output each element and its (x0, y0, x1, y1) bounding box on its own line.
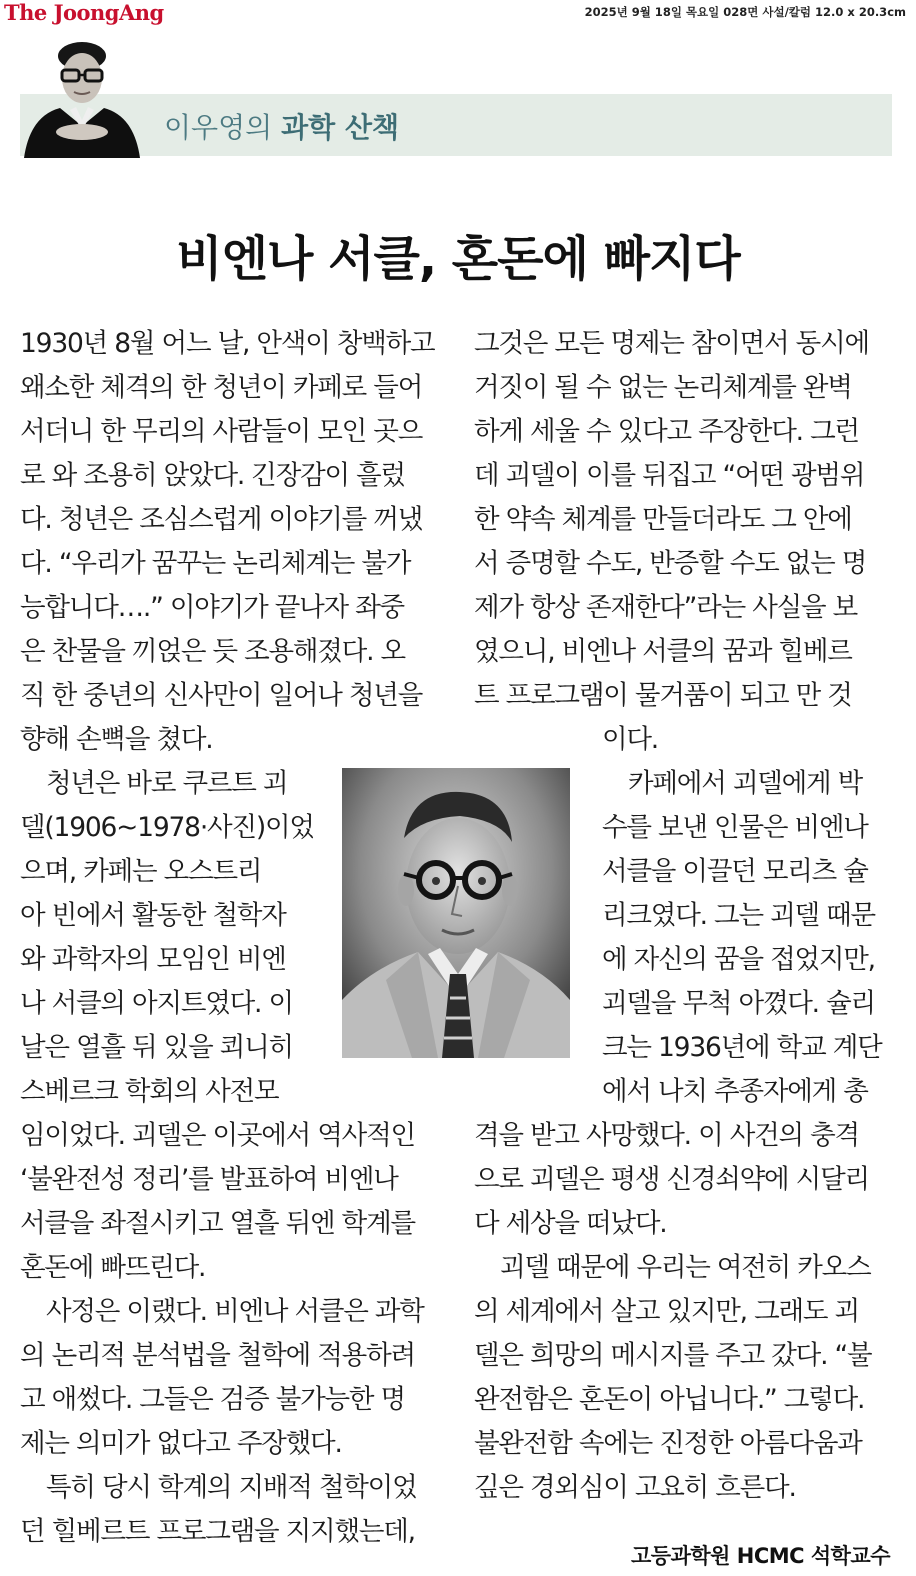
body-line: 청년은 바로 쿠르트 괴 (46, 768, 288, 799)
body-line: 트 프로그램이 물거품이 되고 만 것 (474, 680, 852, 711)
body-line: 의 세계에서 살고 있지만, 그래도 괴 (474, 1296, 859, 1327)
body-line: 였으니, 비엔나 서클의 꿈과 힐베르 (474, 636, 852, 667)
body-line: 제는 의미가 없다고 주장했다. (20, 1428, 342, 1459)
body-line: 직 한 중년의 신사만이 일어나 청년을 (20, 680, 423, 711)
body-line: 그것은 모든 명제는 참이면서 동시에 (474, 328, 869, 359)
body-line: 향해 손뼉을 쳤다. (20, 724, 213, 755)
column-name: 과학 산책 (281, 111, 400, 144)
body-line: 서클을 좌절시키고 열흘 뒤엔 학계를 (20, 1208, 415, 1239)
body-line: 하게 세울 수 있다고 주장한다. 그런 (474, 416, 859, 447)
godel-photo (342, 768, 570, 1058)
body-line: 한 약속 체계를 만들더라도 그 안에 (474, 504, 852, 535)
body-line: 와 과학자의 모임인 비엔 (20, 944, 286, 975)
article-headline: 비엔나 서클, 혼돈에 빠지다 (176, 231, 740, 287)
body-line: 날은 열흘 뒤 있을 쾨니히 (20, 1032, 293, 1063)
body-line: 나 서클의 아지트였다. 이 (20, 988, 293, 1019)
column-author: 이우영의 (164, 111, 273, 144)
body-line: ‘불완전성 정리’를 발표하여 비엔나 (20, 1164, 398, 1195)
body-line: 스베르크 학회의 사전모 (20, 1076, 279, 1107)
body-line: 고 애썼다. 그들은 검증 불가능한 명 (20, 1384, 405, 1415)
body-line: 제가 항상 존재한다”라는 사실을 보 (474, 592, 858, 623)
body-line: 거짓이 될 수 없는 논리체계를 완벽 (474, 372, 852, 403)
body-line: 특히 당시 학계의 지배적 철학이었 (46, 1472, 417, 1503)
body-line: 불완전함 속에는 진정한 아름다움과 (474, 1428, 862, 1459)
body-line: 수를 보낸 인물은 비엔나 (602, 812, 868, 843)
body-line: 깊은 경외심이 고요히 흐른다. (474, 1472, 796, 1503)
column-banner (20, 94, 892, 156)
body-line: 서더니 한 무리의 사람들이 모인 곳으 (20, 416, 423, 447)
columnist-portrait (20, 30, 142, 158)
body-line: 델은 희망의 메시지를 주고 갔다. “불 (474, 1340, 872, 1371)
columnist-portrait-image (20, 30, 142, 158)
body-line: 완전함은 혼돈이 아닙니다.” 그렇다. (474, 1384, 865, 1415)
body-line: 다. 청년은 조심스럽게 이야기를 꺼냈 (20, 504, 423, 535)
body-line: 으며, 카페는 오스트리 (20, 856, 262, 887)
body-line: 카페에서 괴델에게 박 (628, 768, 863, 799)
body-line: 이다. (602, 724, 659, 755)
body-line: 던 힐베르트 프로그램을 지지했는데, (20, 1516, 415, 1547)
body-line: 에 자신의 꿈을 접었지만, (602, 944, 875, 975)
body-line: 1930년 8월 어느 날, 안색이 창백하고 (20, 328, 435, 359)
body-line: 서 증명할 수도, 반증할 수도 없는 명 (474, 548, 867, 579)
body-line: 데 괴델이 이를 뒤집고 “어떤 광범위 (474, 460, 865, 491)
body-line: 사정은 이랬다. 비엔나 서클은 과학 (46, 1296, 424, 1327)
masthead (0, 0, 916, 30)
body-line: 다. “우리가 꿈꾸는 논리체계는 불가 (20, 548, 411, 579)
body-line: 능합니다….” 이야기가 끝나자 좌중 (20, 592, 404, 623)
body-line: 의 논리적 분석법을 철학에 적용하려 (20, 1340, 415, 1371)
body-line: 혼돈에 빠뜨린다. (20, 1252, 206, 1283)
body-line: 격을 받고 사망했다. 이 사건의 충격 (474, 1120, 859, 1151)
body-line: 아 빈에서 활동한 철학자 (20, 900, 286, 931)
body-line: 로 와 조용히 앉았다. 긴장감이 흘렀 (20, 460, 405, 491)
godel-photo-image (342, 768, 570, 1058)
body-line: 은 찬물을 끼얹은 듯 조용해졌다. 오 (20, 636, 405, 667)
body-line: 임이었다. 괴델은 이곳에서 역사적인 (20, 1120, 415, 1151)
author-byline: 고등과학원 HCMC 석학교수 (631, 1544, 890, 1568)
body-line: 리크였다. 그는 괴델 때문 (602, 900, 875, 931)
print-meta: 2025년 9월 18일 목요일 028면 사설/칼럼 12.0 x 20.3cm (584, 5, 906, 19)
body-line: 으로 괴델은 평생 신경쇠약에 시달리 (474, 1164, 869, 1195)
body-line: 서클을 이끌던 모리츠 슐 (602, 856, 868, 887)
body-line: 에서 나치 추종자에게 총 (602, 1076, 868, 1107)
body-line: 괴델을 무척 아꼈다. 슐리 (602, 988, 875, 1019)
newspaper-logo: The JoongAng (4, 0, 164, 25)
body-line: 괴델 때문에 우리는 여전히 카오스 (500, 1252, 871, 1283)
body-line: 델(1906~1978·사진)이었 (20, 812, 314, 843)
body-line: 크는 1936년에 학교 계단 (602, 1032, 882, 1063)
column-title (164, 106, 399, 146)
body-line: 다 세상을 떠났다. (474, 1208, 667, 1239)
body-line: 왜소한 체격의 한 청년이 카페로 들어 (20, 372, 423, 403)
